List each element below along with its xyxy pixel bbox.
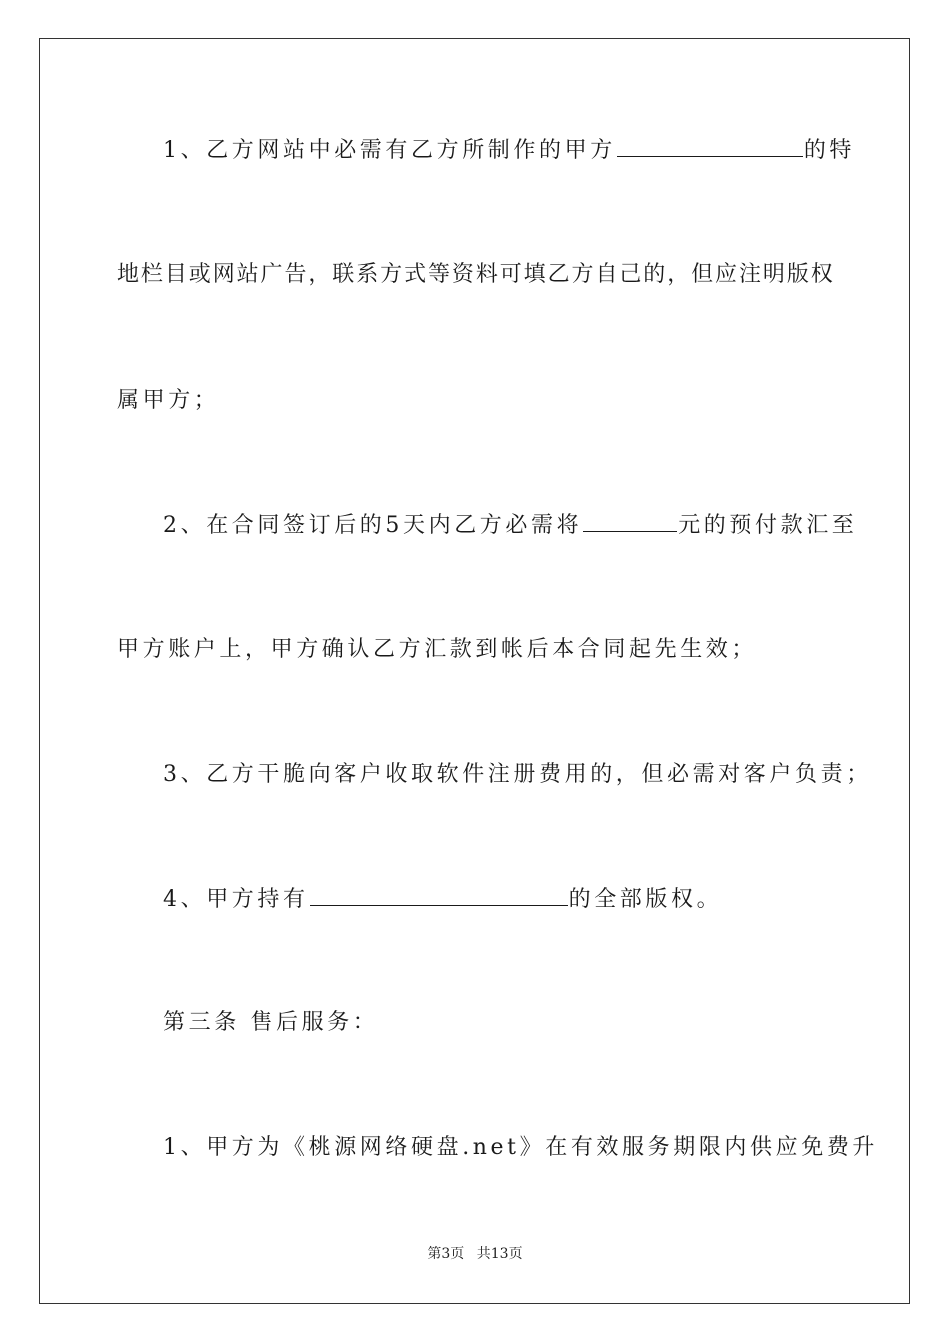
text-segment: 元的预付款汇至	[678, 513, 858, 538]
page-number-current: 第3页	[427, 1246, 465, 1262]
text-segment: 的特	[803, 138, 856, 163]
paragraph-1-line-1	[163, 135, 883, 166]
text-segment: 4、甲方持有	[163, 887, 309, 912]
text-segment: 1、乙方网站中必需有乙方所制作的甲方	[163, 138, 616, 163]
paragraph-1-line-2: 地 栏 目 或 网 站 广 告 ， 联 系 方 式 等 资 料 可 填 乙 方 自 己 的 ， 但 应 注 明 版 权	[117, 262, 833, 287]
paragraph-4-line-1	[163, 884, 883, 915]
page-number-total: 共13页	[476, 1246, 523, 1262]
text-segment: 2、在合同签订后的5天内乙方必需将	[163, 513, 583, 538]
fill-in-blank	[617, 135, 803, 157]
paragraph-2-line-2: 甲方账户上，甲方确认乙方汇款到帐后本合同起先生效；	[117, 637, 758, 662]
fill-in-blank	[583, 510, 677, 532]
page-border	[39, 38, 910, 1304]
fill-in-blank	[310, 884, 568, 906]
paragraph-3-line-1: 3、乙方干脆向客户收取软件注册费用的，但必需对客户负责；	[163, 762, 872, 787]
section-heading: 第三条 售后服务：	[163, 1010, 379, 1035]
paragraph-2-line-1	[163, 510, 883, 541]
page-footer	[0, 1244, 950, 1264]
paragraph-1-line-3: 属甲方；	[117, 388, 220, 413]
text-segment: 的全部版权。	[568, 887, 723, 912]
paragraph-5-line-1: 1、甲方为《桃源网络硬盘.net》在有效服务期限内供应免费升	[163, 1135, 879, 1160]
